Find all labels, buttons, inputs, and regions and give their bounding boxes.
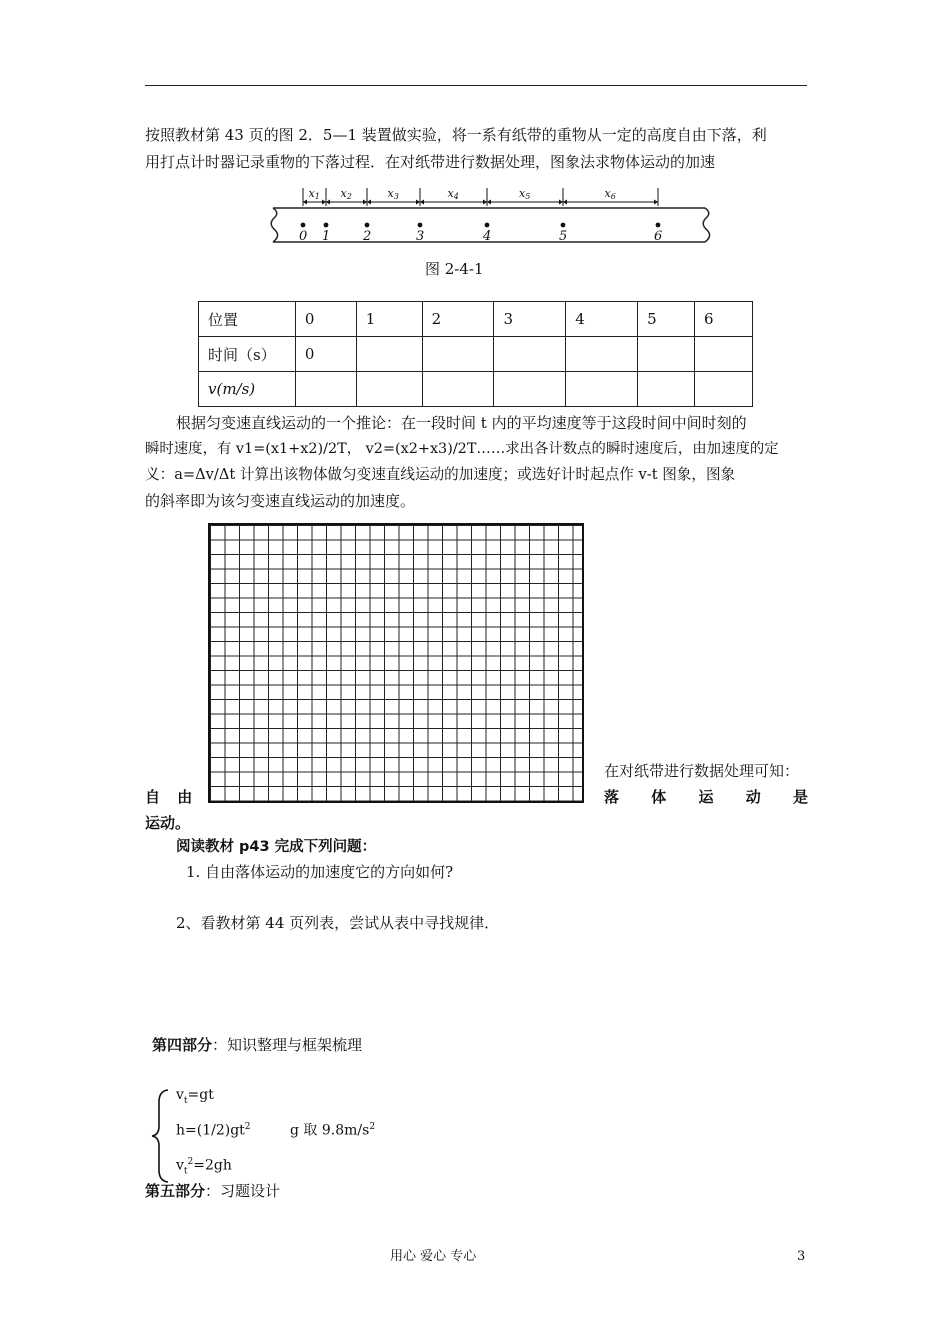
table-cell: 5 xyxy=(638,302,695,337)
segment-label: x6 xyxy=(604,187,616,201)
formula-velocity-squared: $v_t^2=2gh$ xyxy=(176,1157,232,1177)
segment-label: x2 xyxy=(340,187,352,201)
tape-right-tear xyxy=(703,208,709,242)
arrow-head xyxy=(483,200,487,205)
arrow-head xyxy=(563,200,567,205)
table-row xyxy=(199,372,753,407)
tape-dot xyxy=(418,223,423,228)
arrow-head xyxy=(416,200,420,205)
table-cell xyxy=(695,372,753,407)
conclusion-char: 体 xyxy=(651,788,667,806)
part5-title: ：习题设计 xyxy=(205,1182,281,1200)
question-2: 2、看教材第 44 页列表，尝试从表中寻找规律． xyxy=(176,914,500,932)
data-table xyxy=(198,301,753,407)
segment-label: x4 xyxy=(447,187,459,201)
footer-motto: 用心 爱心 专心 xyxy=(390,1249,477,1264)
segment-label: x5 xyxy=(519,187,531,201)
arrow-head xyxy=(559,200,563,205)
table-cell: 0 xyxy=(295,302,356,337)
derivation-line-4: 的斜率即为该匀变速直线运动的加速度。 xyxy=(145,492,416,510)
table-cell: 3 xyxy=(494,302,566,337)
table-cell xyxy=(638,337,695,372)
conclusion-right-line-1: 在对纸带进行数据处理可知： xyxy=(604,762,800,780)
table-cell xyxy=(566,337,638,372)
segment-label: x3 xyxy=(387,187,399,201)
tape-point-label: 6 xyxy=(654,229,663,244)
arrow-head xyxy=(303,200,307,205)
segment-label: x1 xyxy=(308,187,320,201)
arrow-head xyxy=(326,200,330,205)
left-brace xyxy=(150,1088,172,1184)
arrow-head xyxy=(367,200,371,205)
conclusion-char: 落 xyxy=(604,788,620,806)
part4-label: 第四部分 xyxy=(152,1036,213,1054)
table-cell: 1 xyxy=(356,302,422,337)
conclusion-tail: 运动。 xyxy=(145,814,191,832)
question-1: 1. 自由落体运动的加速度它的方向如何? xyxy=(186,863,454,881)
derivation-line-2: 瞬时速度，有 v1=(x1+x2)/2T， v2=(x2+x3)/2T……求出各计数点的瞬时速度后，由加速度的定 xyxy=(145,441,779,457)
tape-dot xyxy=(485,223,490,228)
tape-point-label: 4 xyxy=(483,229,492,244)
table-cell xyxy=(356,337,422,372)
intro-line-1: 按照教材第 43 页的图 2．5—1 装置做实验，将一系有纸带的重物从一定的高度自由下落，利 xyxy=(145,126,767,144)
intro-line-2: 用打点计时器记录重物的下落过程．在对纸带进行数据处理，图象法求物体运动的加速 xyxy=(145,153,716,171)
tape-dot xyxy=(656,223,661,228)
part4-heading xyxy=(152,1032,362,1058)
reading-heading: 阅读教材 p43 完成下列问题： xyxy=(176,839,377,855)
arrow-head xyxy=(654,200,658,205)
table-cell xyxy=(494,337,566,372)
derivation-line-1: 根据匀变速直线运动的一个推论：在一段时间 t 内的平均速度等于这段时间中间时刻的 xyxy=(176,414,747,432)
table-cell: 6 xyxy=(695,302,753,337)
tape-dot xyxy=(301,223,306,228)
row-header: 位置 xyxy=(199,302,296,337)
arrow-head xyxy=(322,200,326,205)
table-row xyxy=(199,302,753,337)
part5-heading xyxy=(145,1178,280,1204)
table-cell xyxy=(422,337,494,372)
tape-point-label: 2 xyxy=(363,229,372,244)
table-cell xyxy=(295,372,356,407)
table-cell xyxy=(422,372,494,407)
table-cell xyxy=(356,372,422,407)
table-cell: 0 xyxy=(295,337,356,372)
table-cell xyxy=(695,337,753,372)
table-cell xyxy=(494,372,566,407)
page-number: 3 xyxy=(797,1249,806,1264)
table-cell xyxy=(566,372,638,407)
tape-dot xyxy=(365,223,370,228)
tape-dot xyxy=(324,223,329,228)
header-rule xyxy=(145,85,807,86)
paper-tape-figure xyxy=(270,180,712,252)
part4-title: ：知识整理与框架梳理 xyxy=(212,1036,363,1054)
tape-point-label: 3 xyxy=(416,229,425,244)
table-cell: 4 xyxy=(566,302,638,337)
conclusion-char: 运 xyxy=(698,788,714,806)
formula-height: $h=(1/2)gt^2$ xyxy=(176,1122,251,1139)
table-cell: 2 xyxy=(422,302,494,337)
derivation-line-3: 义：a=Δv/Δt 计算出该物体做匀变速直线运动的加速度；或选好计时起点作 v-t 图象，图象 xyxy=(145,466,736,483)
conclusion-right-line-2 xyxy=(604,784,808,810)
tape-marks xyxy=(299,187,662,244)
tape-point-label: 1 xyxy=(322,229,331,244)
row-header: v(m/s) xyxy=(199,372,296,407)
figure-caption: 图 2-4-1 xyxy=(425,260,484,278)
tape-point-label: 0 xyxy=(299,229,308,244)
formula-g-note: g 取 $9.8m/s^2$ xyxy=(290,1122,376,1139)
arrow-head xyxy=(420,200,424,205)
tape-point-label: 5 xyxy=(559,229,568,244)
row-header: 时间（s） xyxy=(199,337,296,372)
tape-dot xyxy=(561,223,566,228)
conclusion-left-word: 自 由 xyxy=(145,788,199,806)
conclusion-char: 是 xyxy=(792,788,808,806)
part5-label: 第五部分 xyxy=(145,1182,206,1200)
arrow-head xyxy=(363,200,367,205)
vt-graph-grid xyxy=(208,523,584,803)
table-row xyxy=(199,337,753,372)
table-cell xyxy=(638,372,695,407)
tape-left-tear xyxy=(271,208,277,242)
conclusion-char: 动 xyxy=(745,788,761,806)
formula-velocity: $v_t=gt$ xyxy=(176,1087,214,1106)
arrow-head xyxy=(487,200,491,205)
